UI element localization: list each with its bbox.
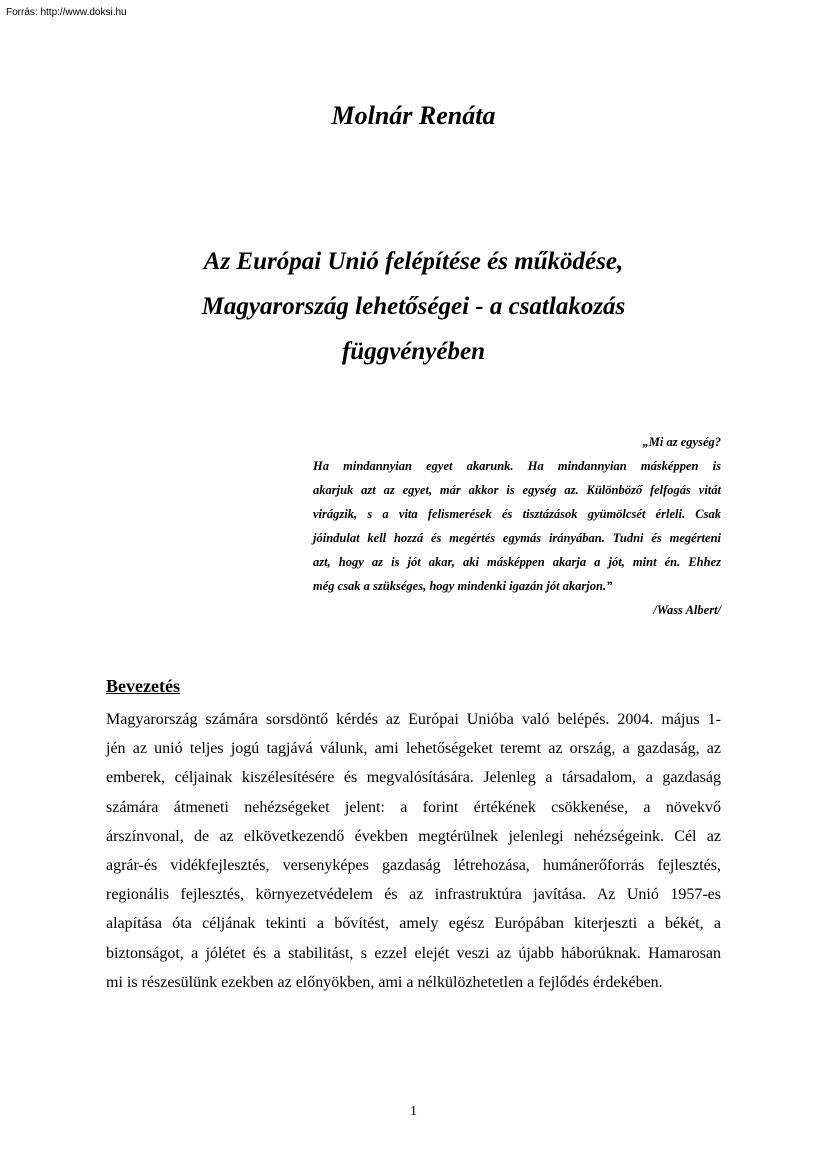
- paragraph-line: Magyarország számára sorsdöntő kérdés az Európai Unióba való belépés. 2004. május 1-: [106, 711, 721, 728]
- paragraph-line: regionális fejlesztés, környezetvédelem és az infrastruktúra javítása. Az Unió 1957-es: [106, 886, 721, 904]
- title-line: Az Európai Unió felépítése és működése,: [203, 248, 624, 275]
- quote-line: virágzik, s a vita felismerések és tisztázások gyümölcsét érleli. Csak: [313, 507, 721, 521]
- source-label: Forrás: http://www.doksi.hu: [6, 7, 127, 18]
- paragraph-line: alapítása óta céljának tekinti a bővítést, amely egész Európában kiterjeszti a békét, a: [106, 915, 721, 933]
- quote-line: akarjuk azt az egyet, már akkor is egység az. Különböző felfogás vitát: [313, 483, 721, 497]
- paragraph-line: jén az unió teljes jogú tagjává válunk, ami lehetőségeket teremt az ország, a gazdaság, az: [106, 740, 721, 758]
- paragraph-line: agrár-és vidékfejlesztés, versenyképes gazdaság létrehozása, humánerőforrás fejlesztés,: [106, 857, 721, 875]
- paragraph-line: árszínvonal, de az elkövetkezendő években megtérülnek jelenlegi nehézségeink. Cél az: [106, 827, 721, 845]
- quote-attribution: /Wass Albert/: [653, 603, 721, 617]
- quote-line: jóindulat kell hozzá és megértés egymás irányában. Tudni és megérteni: [313, 531, 721, 545]
- quote-opening: „Mi az egység?: [642, 435, 721, 449]
- paragraph-line: emberek, céljainak kiszélesítésére és megvalósítására. Jelenleg a társadalom, a gazdaság: [106, 769, 721, 787]
- section-heading: Bevezetés: [106, 676, 180, 696]
- paragraph-line: mi is részesülünk ezekben az előnyökben, ami a nélkülözhetetlen a fejlődés érdekében.: [106, 973, 663, 991]
- quote-line: Ha mindannyian egyet akarunk. Ha mindannyian másképpen is: [313, 459, 721, 473]
- quote-line: azt, hogy az is jót akar, aki másképpen akarja a jót, mint én. Ehhez: [313, 555, 721, 569]
- quote-line: még csak a szükséges, hogy mindenki igazán jót akarjon.”: [313, 579, 613, 593]
- page-number: 1: [410, 1104, 417, 1119]
- title-line: függvényében: [341, 338, 486, 365]
- document-title: [150, 239, 677, 374]
- author-name: Molnár Renáta: [331, 101, 496, 130]
- paragraph-line: biztonságot, a jólétet és a stabilitást, s ezzel elejét veszi az újabb háborúknak. Hamarosan: [106, 944, 721, 962]
- section-paragraph: [106, 705, 721, 997]
- epigraph-quote: [313, 430, 721, 622]
- title-line: Magyarország lehetőségei - a csatlakozás: [201, 293, 626, 320]
- paragraph-line: számára átmeneti nehézségeket jelent: a forint értékének csökkenése, a növekvő: [106, 798, 721, 816]
